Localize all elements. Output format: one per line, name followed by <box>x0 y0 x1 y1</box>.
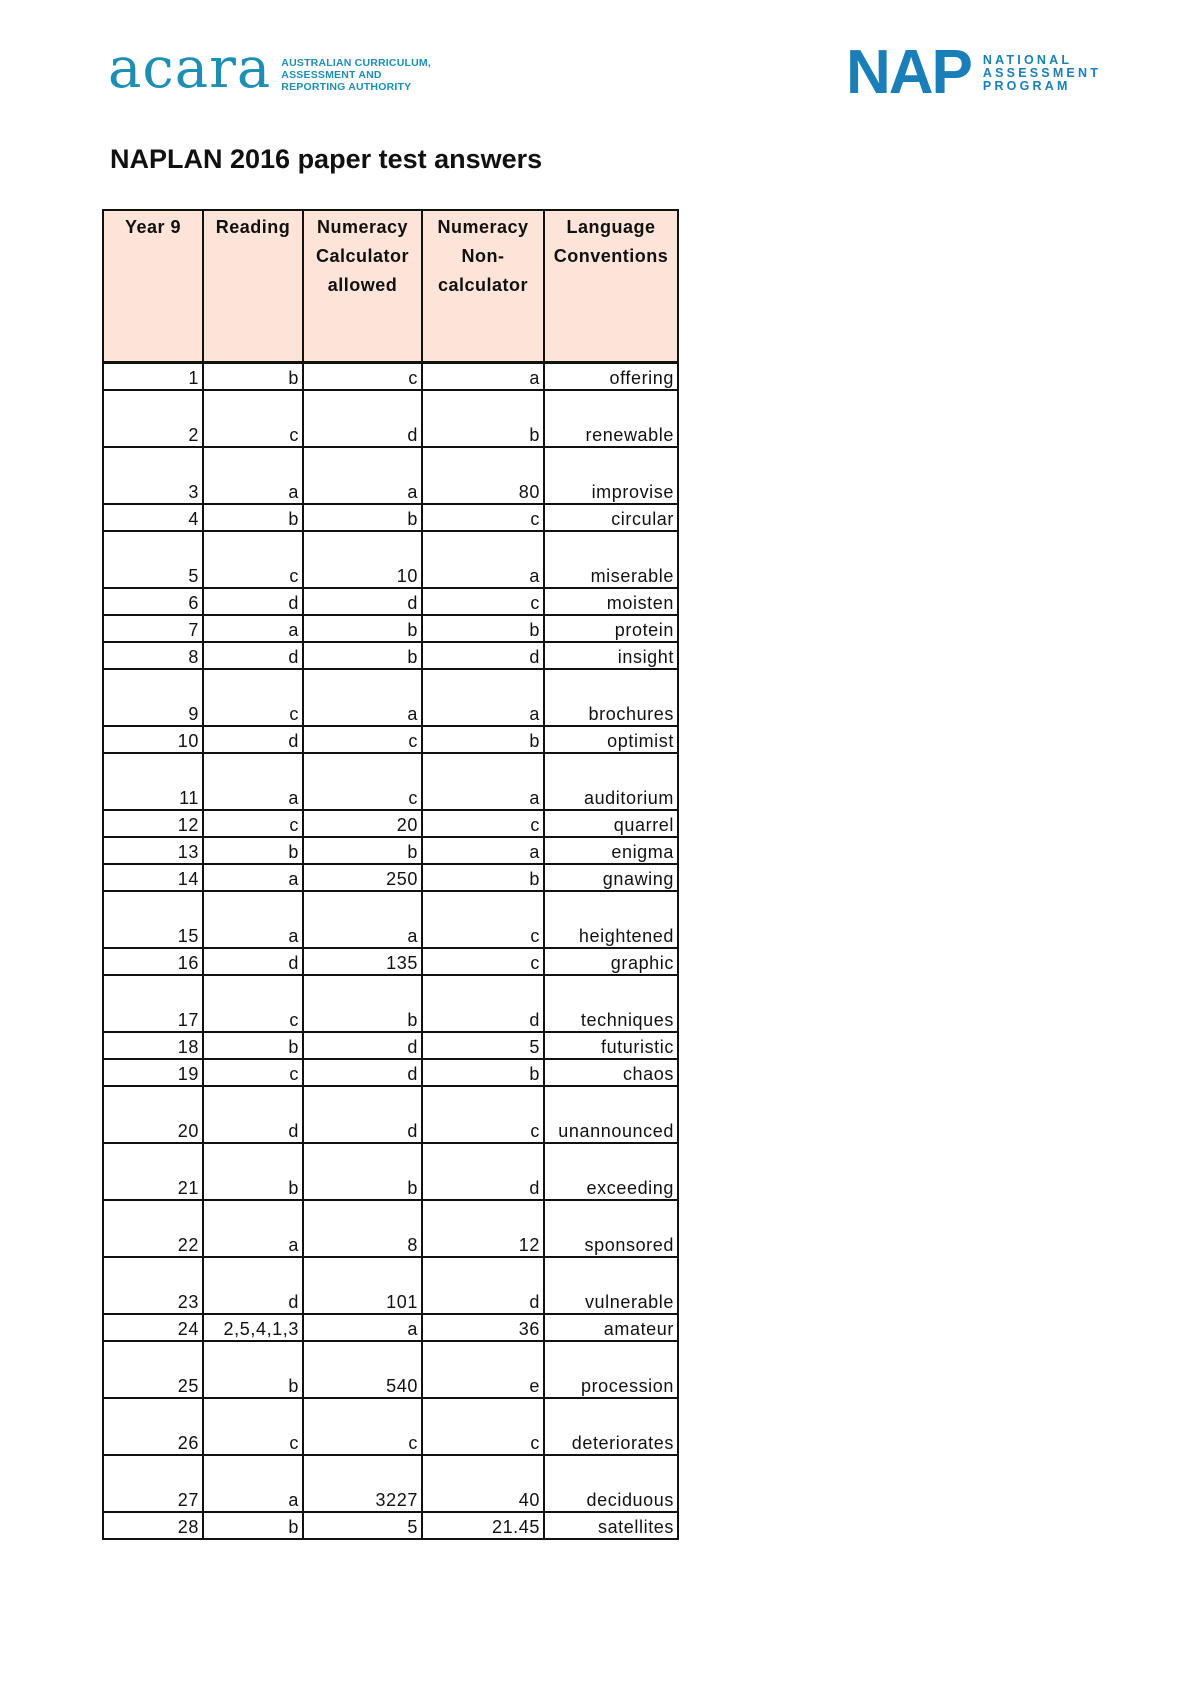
answers-table <box>102 209 679 1540</box>
acara-tagline-line: AUSTRALIAN CURRICULUM, <box>281 57 431 69</box>
col-numeracy-calculator-cell: 5 <box>303 1512 422 1539</box>
col-language-conventions-cell: techniques <box>544 975 678 1032</box>
col-reading-cell: c <box>203 669 303 726</box>
col-numeracy-calculator-cell: d <box>303 1059 422 1086</box>
col-numeracy-calculator-cell: 10 <box>303 531 422 588</box>
col-numeracy-calculator-cell: 250 <box>303 864 422 891</box>
table-row <box>103 864 678 891</box>
header-line: Reading <box>215 217 291 237</box>
table-row <box>103 447 678 504</box>
question-number-cell: 13 <box>103 837 203 864</box>
acara-tagline-line: REPORTING AUTHORITY <box>281 81 412 93</box>
header-line: calculator <box>437 275 529 295</box>
question-number-cell: 27 <box>103 1455 203 1512</box>
col-numeracy-non-calculator-header <box>422 210 544 363</box>
col-numeracy-non-calculator-cell: c <box>422 588 544 615</box>
col-numeracy-calculator-cell: b <box>303 975 422 1032</box>
question-number-cell: 12 <box>103 810 203 837</box>
col-reading-cell: a <box>203 891 303 948</box>
col-numeracy-non-calculator-cell: d <box>422 1257 544 1314</box>
col-reading-cell: c <box>203 1059 303 1086</box>
col-reading-cell: c <box>203 1398 303 1455</box>
header-line: Year 9 <box>124 217 182 237</box>
col-numeracy-non-calculator-cell: e <box>422 1341 544 1398</box>
table-row <box>103 1314 678 1341</box>
col-reading-cell: d <box>203 642 303 669</box>
header-line: Numeracy <box>437 217 529 237</box>
col-reading-cell: a <box>203 447 303 504</box>
col-language-conventions-cell: moisten <box>544 588 678 615</box>
table-row <box>103 1059 678 1086</box>
col-numeracy-non-calculator-cell: a <box>422 837 544 864</box>
col-numeracy-non-calculator-cell: c <box>422 810 544 837</box>
col-language-conventions-cell: amateur <box>544 1314 678 1341</box>
col-language-conventions-cell: deteriorates <box>544 1398 678 1455</box>
col-language-conventions-cell: auditorium <box>544 753 678 810</box>
question-number-cell: 28 <box>103 1512 203 1539</box>
col-numeracy-calculator-cell: a <box>303 891 422 948</box>
col-language-conventions-cell: graphic <box>544 948 678 975</box>
col-numeracy-calculator-cell: d <box>303 588 422 615</box>
table-row <box>103 1512 678 1539</box>
table-row <box>103 837 678 864</box>
header-line: Calculator <box>315 246 410 266</box>
nap-tagline <box>983 54 1101 93</box>
col-language-conventions-cell: gnawing <box>544 864 678 891</box>
col-language-conventions-header <box>544 210 678 363</box>
col-reading-cell: a <box>203 1200 303 1257</box>
nap-tagline-line: NATIONAL <box>982 52 1073 67</box>
col-numeracy-calculator-cell: 101 <box>303 1257 422 1314</box>
table-row <box>103 1398 678 1455</box>
header-line: Numeracy <box>316 217 409 237</box>
col-language-conventions-cell: insight <box>544 642 678 669</box>
col-language-conventions-cell: satellites <box>544 1512 678 1539</box>
col-language-conventions-cell: deciduous <box>544 1455 678 1512</box>
col-numeracy-calculator-cell: 3227 <box>303 1455 422 1512</box>
header-line: Language <box>566 217 656 237</box>
table-row <box>103 1032 678 1059</box>
col-numeracy-calculator-cell: c <box>303 363 422 391</box>
col-reading-cell: b <box>203 1032 303 1059</box>
col-reading-cell: a <box>203 864 303 891</box>
col-numeracy-calculator-cell: 8 <box>303 1200 422 1257</box>
col-reading-cell: d <box>203 1086 303 1143</box>
col-year-header <box>103 210 203 363</box>
header-line: Non- <box>461 246 505 266</box>
col-language-conventions-cell: exceeding <box>544 1143 678 1200</box>
col-numeracy-non-calculator-cell: c <box>422 1398 544 1455</box>
col-reading-cell: a <box>203 615 303 642</box>
table-row <box>103 975 678 1032</box>
col-numeracy-non-calculator-cell: 21.45 <box>422 1512 544 1539</box>
col-numeracy-non-calculator-cell: c <box>422 948 544 975</box>
col-numeracy-non-calculator-cell: 40 <box>422 1455 544 1512</box>
col-numeracy-calculator-cell: b <box>303 504 422 531</box>
col-numeracy-non-calculator-cell: b <box>422 864 544 891</box>
col-language-conventions-cell: vulnerable <box>544 1257 678 1314</box>
acara-tagline-line: ASSESSMENT AND <box>281 69 382 81</box>
header-row <box>103 210 678 363</box>
col-language-conventions-cell: brochures <box>544 669 678 726</box>
col-numeracy-calculator-header <box>303 210 422 363</box>
col-numeracy-calculator-cell: d <box>303 390 422 447</box>
table-row <box>103 615 678 642</box>
question-number-cell: 9 <box>103 669 203 726</box>
table-body <box>103 363 678 1540</box>
nap-wordmark: NAP <box>846 38 971 107</box>
col-numeracy-non-calculator-cell: d <box>422 642 544 669</box>
col-reading-cell: d <box>203 1257 303 1314</box>
col-reading-cell: d <box>203 588 303 615</box>
question-number-cell: 4 <box>103 504 203 531</box>
col-numeracy-calculator-cell: a <box>303 669 422 726</box>
col-reading-cell: b <box>203 1143 303 1200</box>
col-language-conventions-cell: optimist <box>544 726 678 753</box>
col-numeracy-non-calculator-cell: b <box>422 1059 544 1086</box>
col-language-conventions-cell: circular <box>544 504 678 531</box>
table-row <box>103 810 678 837</box>
col-reading-cell: a <box>203 753 303 810</box>
col-reading-cell: c <box>203 810 303 837</box>
acara-logo <box>108 36 431 104</box>
col-reading-cell: c <box>203 531 303 588</box>
col-reading-cell: c <box>203 975 303 1032</box>
col-numeracy-calculator-cell: d <box>303 1032 422 1059</box>
question-number-cell: 5 <box>103 531 203 588</box>
table-row <box>103 504 678 531</box>
question-number-cell: 17 <box>103 975 203 1032</box>
table-row <box>103 1200 678 1257</box>
col-numeracy-non-calculator-cell: a <box>422 363 544 391</box>
question-number-cell: 14 <box>103 864 203 891</box>
question-number-cell: 1 <box>103 363 203 391</box>
col-language-conventions-cell: unannounced <box>544 1086 678 1143</box>
table-header <box>103 210 678 363</box>
col-reading-cell: b <box>203 837 303 864</box>
page-title: NAPLAN 2016 paper test answers <box>110 144 543 174</box>
col-language-conventions-cell: heightened <box>544 891 678 948</box>
col-numeracy-calculator-cell: 20 <box>303 810 422 837</box>
col-numeracy-non-calculator-cell: b <box>422 726 544 753</box>
col-language-conventions-cell: protein <box>544 615 678 642</box>
question-number-cell: 25 <box>103 1341 203 1398</box>
col-numeracy-non-calculator-cell: b <box>422 615 544 642</box>
question-number-cell: 21 <box>103 1143 203 1200</box>
table-row <box>103 891 678 948</box>
col-numeracy-calculator-cell: c <box>303 753 422 810</box>
col-language-conventions-cell: sponsored <box>544 1200 678 1257</box>
col-language-conventions-cell: enigma <box>544 837 678 864</box>
col-numeracy-non-calculator-cell: c <box>422 891 544 948</box>
col-numeracy-non-calculator-cell: 12 <box>422 1200 544 1257</box>
col-language-conventions-cell: chaos <box>544 1059 678 1086</box>
col-numeracy-calculator-cell: b <box>303 837 422 864</box>
col-numeracy-calculator-cell: b <box>303 615 422 642</box>
col-numeracy-calculator-cell: 540 <box>303 1341 422 1398</box>
col-reading-cell: a <box>203 1455 303 1512</box>
question-number-cell: 2 <box>103 390 203 447</box>
col-numeracy-non-calculator-cell: b <box>422 390 544 447</box>
col-numeracy-non-calculator-cell: d <box>422 1143 544 1200</box>
col-numeracy-non-calculator-cell: 5 <box>422 1032 544 1059</box>
question-number-cell: 3 <box>103 447 203 504</box>
col-numeracy-calculator-cell: 135 <box>303 948 422 975</box>
nap-logo <box>846 38 1102 107</box>
table-row <box>103 726 678 753</box>
table-row <box>103 642 678 669</box>
acara-tagline <box>281 57 431 93</box>
table-row <box>103 363 678 391</box>
table-row <box>103 948 678 975</box>
question-number-cell: 20 <box>103 1086 203 1143</box>
nap-tagline-line: PROGRAM <box>982 78 1071 93</box>
col-reading-cell: 2,5,4,1,3 <box>203 1314 303 1341</box>
col-language-conventions-cell: futuristic <box>544 1032 678 1059</box>
question-number-cell: 22 <box>103 1200 203 1257</box>
question-number-cell: 24 <box>103 1314 203 1341</box>
col-reading-cell: b <box>203 1341 303 1398</box>
acara-wordmark: acara <box>108 36 272 101</box>
question-number-cell: 26 <box>103 1398 203 1455</box>
question-number-cell: 7 <box>103 615 203 642</box>
col-numeracy-non-calculator-cell: d <box>422 975 544 1032</box>
table-row <box>103 1257 678 1314</box>
col-numeracy-non-calculator-cell: 80 <box>422 447 544 504</box>
col-reading-cell: b <box>203 363 303 391</box>
col-numeracy-calculator-cell: a <box>303 447 422 504</box>
col-language-conventions-cell: offering <box>544 363 678 391</box>
table-row <box>103 531 678 588</box>
header-line: allowed <box>327 275 398 295</box>
question-number-cell: 11 <box>103 753 203 810</box>
col-reading-cell: b <box>203 504 303 531</box>
question-number-cell: 6 <box>103 588 203 615</box>
question-number-cell: 15 <box>103 891 203 948</box>
col-reading-header <box>203 210 303 363</box>
col-reading-cell: b <box>203 1512 303 1539</box>
col-numeracy-calculator-cell: b <box>303 642 422 669</box>
col-language-conventions-cell: quarrel <box>544 810 678 837</box>
question-number-cell: 18 <box>103 1032 203 1059</box>
question-number-cell: 8 <box>103 642 203 669</box>
col-numeracy-non-calculator-cell: c <box>422 1086 544 1143</box>
col-language-conventions-cell: miserable <box>544 531 678 588</box>
col-numeracy-non-calculator-cell: a <box>422 753 544 810</box>
col-language-conventions-cell: improvise <box>544 447 678 504</box>
col-language-conventions-cell: procession <box>544 1341 678 1398</box>
col-numeracy-non-calculator-cell: a <box>422 531 544 588</box>
col-numeracy-non-calculator-cell: a <box>422 669 544 726</box>
col-reading-cell: d <box>203 948 303 975</box>
col-numeracy-calculator-cell: b <box>303 1143 422 1200</box>
question-number-cell: 10 <box>103 726 203 753</box>
col-numeracy-calculator-cell: d <box>303 1086 422 1143</box>
table-row <box>103 1341 678 1398</box>
table-row <box>103 390 678 447</box>
col-reading-cell: c <box>203 390 303 447</box>
col-numeracy-calculator-cell: a <box>303 1314 422 1341</box>
table-row <box>103 1086 678 1143</box>
question-number-cell: 19 <box>103 1059 203 1086</box>
header-line: Conventions <box>553 246 669 266</box>
table-row <box>103 753 678 810</box>
table-row <box>103 669 678 726</box>
col-numeracy-non-calculator-cell: c <box>422 504 544 531</box>
table-row <box>103 1143 678 1200</box>
nap-tagline-line: ASSESSMENT <box>982 65 1102 80</box>
col-numeracy-non-calculator-cell: 36 <box>422 1314 544 1341</box>
col-numeracy-calculator-cell: c <box>303 726 422 753</box>
question-number-cell: 23 <box>103 1257 203 1314</box>
col-language-conventions-cell: renewable <box>544 390 678 447</box>
col-numeracy-calculator-cell: c <box>303 1398 422 1455</box>
table-row <box>103 588 678 615</box>
col-reading-cell: d <box>203 726 303 753</box>
table-row <box>103 1455 678 1512</box>
question-number-cell: 16 <box>103 948 203 975</box>
